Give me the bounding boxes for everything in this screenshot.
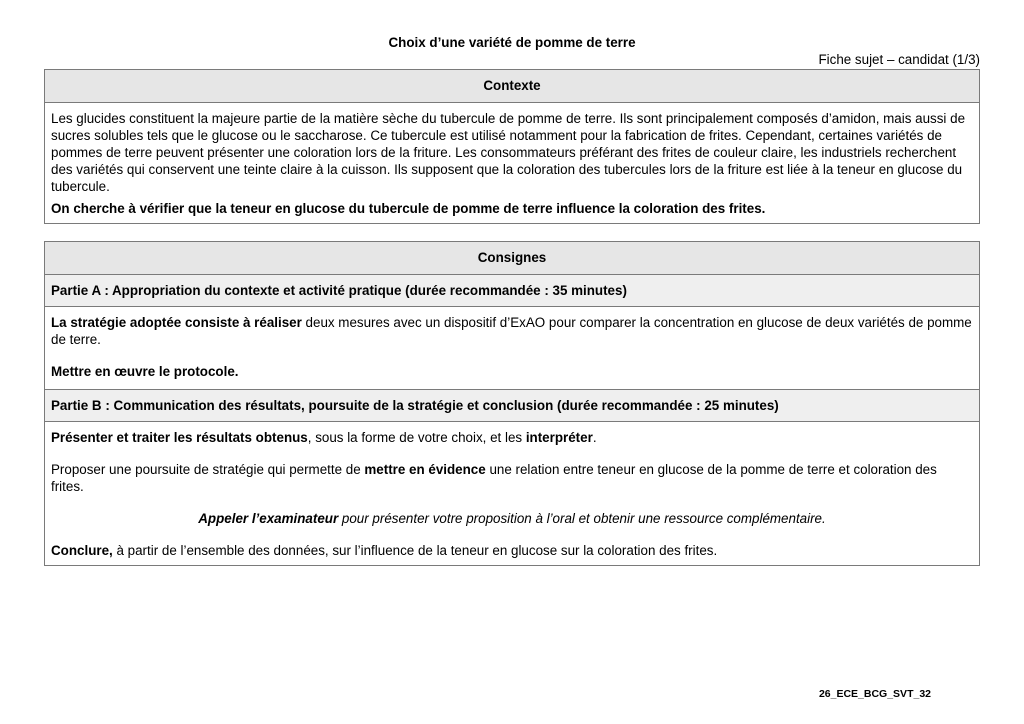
propose-start-text: Proposer une poursuite de stratégie qui permette de — [51, 462, 365, 477]
contexte-content — [45, 103, 979, 223]
present-end-text: . — [592, 430, 597, 445]
partie-b-present — [51, 429, 973, 446]
present-bold2-text: interpréter — [525, 430, 593, 445]
present-mid-text: , sous la forme de votre choix, et les — [307, 430, 526, 445]
footer-code: 26_ECE_BCG_SVT_32 — [818, 688, 931, 700]
strategy-bold-text: La stratégie adoptée consiste à réaliser — [51, 315, 302, 330]
propose-bold-text: mettre en évidence — [364, 462, 486, 477]
partie-a-strategy — [51, 314, 973, 348]
fiche-label: Fiche sujet – candidat (1/3) — [818, 52, 980, 67]
present-bold-text: Présenter et traiter les résultats obtenus — [51, 430, 308, 445]
call-bold-text: Appeler l’examinateur — [198, 511, 339, 526]
partie-b-conclude — [51, 542, 973, 559]
conclude-bold-text: Conclure, — [51, 543, 113, 558]
partie-b-propose — [51, 461, 973, 495]
call-rest-text: pour présenter votre proposition à l’oral et obtenir une ressource complémentaire. — [338, 511, 826, 526]
strategy-text: deux mesures avec un dispositif d’ExAO pour comparer la concentration en glucose de deux variétés de pomme de terre. — [51, 315, 972, 347]
consignes-box — [44, 241, 980, 566]
contexte-header: Contexte — [45, 70, 979, 103]
partie-b-call-examiner — [51, 510, 973, 527]
partie-a-content — [45, 307, 979, 389]
contexte-box — [44, 69, 980, 224]
contexte-paragraph: Les glucides constituent la majeure partie de la matière sèche du tubercule de pomme de terre. Ils sont principalement composés d’amidon, mais aussi de sucres solubles tels que le glucose ou le saccharose. Ce tubercule est utilisé notamment pour la fabrication de frites. Cependant, certaines variétés de pommes de terre peuvent présenter une coloration lors de la friture. Les consommateurs préférant des frites de couleur claire, les industriels recherchent des variétés qui conservent une teinte claire à la cuisson. Ils supposent que la coloration des tubercules lors de la friture est liée à la teneur en glucose du tubercule. — [51, 111, 966, 194]
partie-a-header: Partie A : Appropriation du contexte et activité pratique (durée recommandée : 35 minutes) — [45, 274, 979, 307]
conclude-rest-text: à partir de l’ensemble des données, sur l’influence de la teneur en glucose sur la coloration des frites. — [112, 543, 718, 558]
consignes-header: Consignes — [45, 242, 979, 274]
propose-end-text: une relation entre teneur en glucose de la pomme de terre et coloration des frites. — [51, 462, 937, 494]
document-title: Choix d’une variété de pomme de terre — [388, 35, 636, 50]
partie-b-content — [45, 422, 979, 565]
partie-a-protocol: Mettre en œuvre le protocole. — [51, 364, 239, 379]
partie-b-header: Partie B : Communication des résultats, poursuite de la stratégie et conclusion (durée recommandée : 25 minutes) — [45, 389, 979, 422]
contexte-objective: On cherche à vérifier que la teneur en glucose du tubercule de pomme de terre influence la coloration des frites. — [51, 201, 766, 216]
